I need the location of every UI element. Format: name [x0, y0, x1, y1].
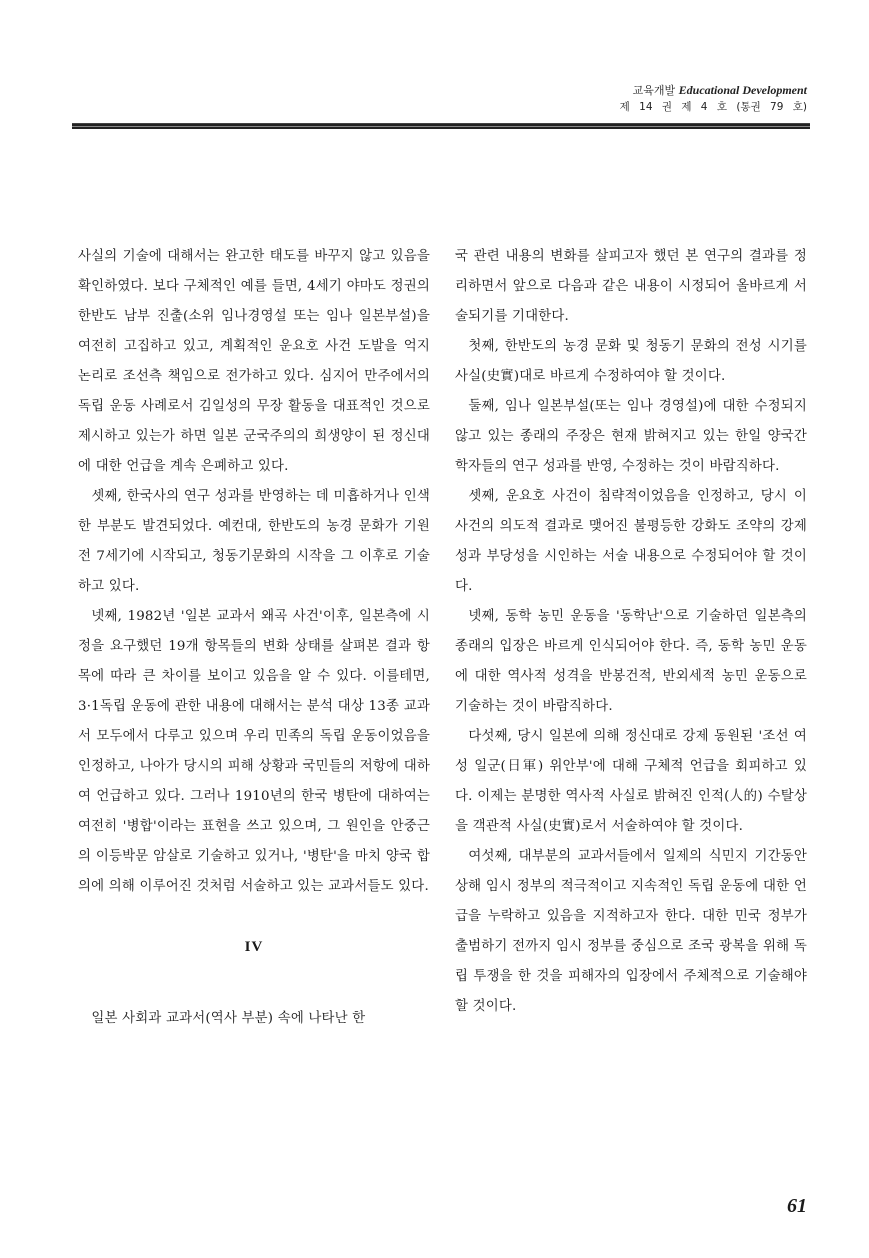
paragraph: 셋째, 한국사의 연구 성과를 반영하는 데 미흡하거나 인색한 부분도 발견되었다. 예컨대, 한반도의 농경 문화가 기원전 7세기에 시작되고, 청동기문화의 시작을 그 이후로 기술하고 있다. [78, 489, 430, 594]
volume-label: 제 14 권 [619, 101, 672, 113]
paragraph: 넷째, 1982년 '일본 교과서 왜곡 사건'이후, 일본측에 시정을 요구했던 19개 항목들의 변화 상태를 살펴본 결과 항목에 따라 큰 차이를 보이고 있음을 알 수 있다. 이를테면, 3·1독립 운동에 관한 내용에 대해서는 분석 대상 13종 교과서 모두에서 다루고 있으며 우리 민족의 독립 운동이었음을 인정하고, 나아가 당시의 피해 상황과 국민들의 저항에 대하여 언급하고 있다. 그러나 1910년의 한국 병탄에 대하여는 여전히 '병합'이라는 표현을 쓰고 있으며, 그 원인을 안중근의 이등박문 암살로 기술하고 있거나, '병탄'을 마치 양국 합의에 의해 이루어진 것처럼 서술하고 있는 교과서들도 있다. [78, 609, 430, 894]
paragraph: 셋째, 운요호 사건이 침략적이었음을 인정하고, 당시 이 사건의 의도적 결과로 맺어진 불평등한 강화도 조약의 강제성과 부당성을 시인하는 서술 내용으로 수정되어야 할 것이다. [455, 489, 807, 594]
issue-label: 제 4 호 [681, 101, 727, 113]
paragraph: 국 관련 내용의 변화를 살피고자 했던 본 연구의 결과를 정리하면서 앞으로 다음과 같은 내용이 시정되어 올바르게 서술되기를 기대한다. [455, 249, 807, 324]
total-issue-label: (통권 79 호) [736, 101, 807, 113]
paragraph: 첫째, 한반도의 농경 문화 및 청동기 문화의 전성 시기를 사실(史實)대로 바르게 수정하여야 할 것이다. [455, 339, 807, 384]
paragraph: 다섯째, 당시 일본에 의해 정신대로 강제 동원된 '조선 여성 일군(日軍) 위안부'에 대해 구체적 언급을 회피하고 있다. 이제는 분명한 역사적 사실로 밝혀진 인적(人的) 수탈상을 객관적 사실(史實)로서 서술하여야 할 것이다. [455, 729, 807, 834]
paragraph: 둘째, 임나 일본부설(또는 임나 경영설)에 대한 수정되지 않고 있는 종래의 주장은 현재 밝혀지고 있는 한일 양국간 학자들의 연구 성과를 반영, 수정하는 것이 바람직하다. [455, 399, 807, 474]
paragraph: 일본 사회과 교과서(역사 부분) 속에 나타난 한 [91, 1011, 366, 1026]
paragraph: 사실의 기술에 대해서는 완고한 태도를 바꾸지 않고 있음을 확인하였다. 보다 구체적인 예를 들면, 4세기 야마도 정권의 한반도 남부 진출(소위 임나경영설 또는 임나 일본부설)을 여전히 고집하고 있고, 계획적인 운요호 사건 도발을 억지 논리로 조선측 책임으로 전가하고 있다. 심지어 만주에서의 독립 운동 사례로서 김일성의 무장 활동을 대표적인 것으로 제시하고 있는가 하면 일본 군국주의의 희생양이 된 정신대에 대한 언급을 계속 은폐하고 있다. [78, 249, 430, 474]
right-column [455, 242, 807, 1022]
section-number: IV [244, 939, 264, 955]
journal-korean-title: 교육개발 [632, 84, 676, 97]
page-number: 61 [787, 1195, 807, 1217]
paragraph: 여섯째, 대부분의 교과서들에서 일제의 식민지 기간동안 상해 임시 정부의 적극적이고 지속적인 독립 운동에 대한 언급을 누락하고 있음을 지적하고자 한다. 대한 민국 정부가 출범하기 전까지 임시 정부를 중심으로 조국 광복을 위해 독립 투쟁을 한 것을 피해자의 입장에서 주체적으로 기술해야 할 것이다. [455, 849, 807, 1014]
paragraph: 넷째, 동학 농민 운동을 '동학난'으로 기술하던 일본측의 종래의 입장은 바르게 인식되어야 한다. 즉, 동학 농민 운동에 대한 역사적 성격을 반봉건적, 반외세적 농민 운동으로 기술하는 것이 바람직하다. [455, 609, 807, 714]
journal-english-title: Educational Development [678, 83, 807, 97]
left-column [78, 242, 430, 1034]
header-rule [72, 123, 810, 129]
running-header [620, 82, 807, 115]
